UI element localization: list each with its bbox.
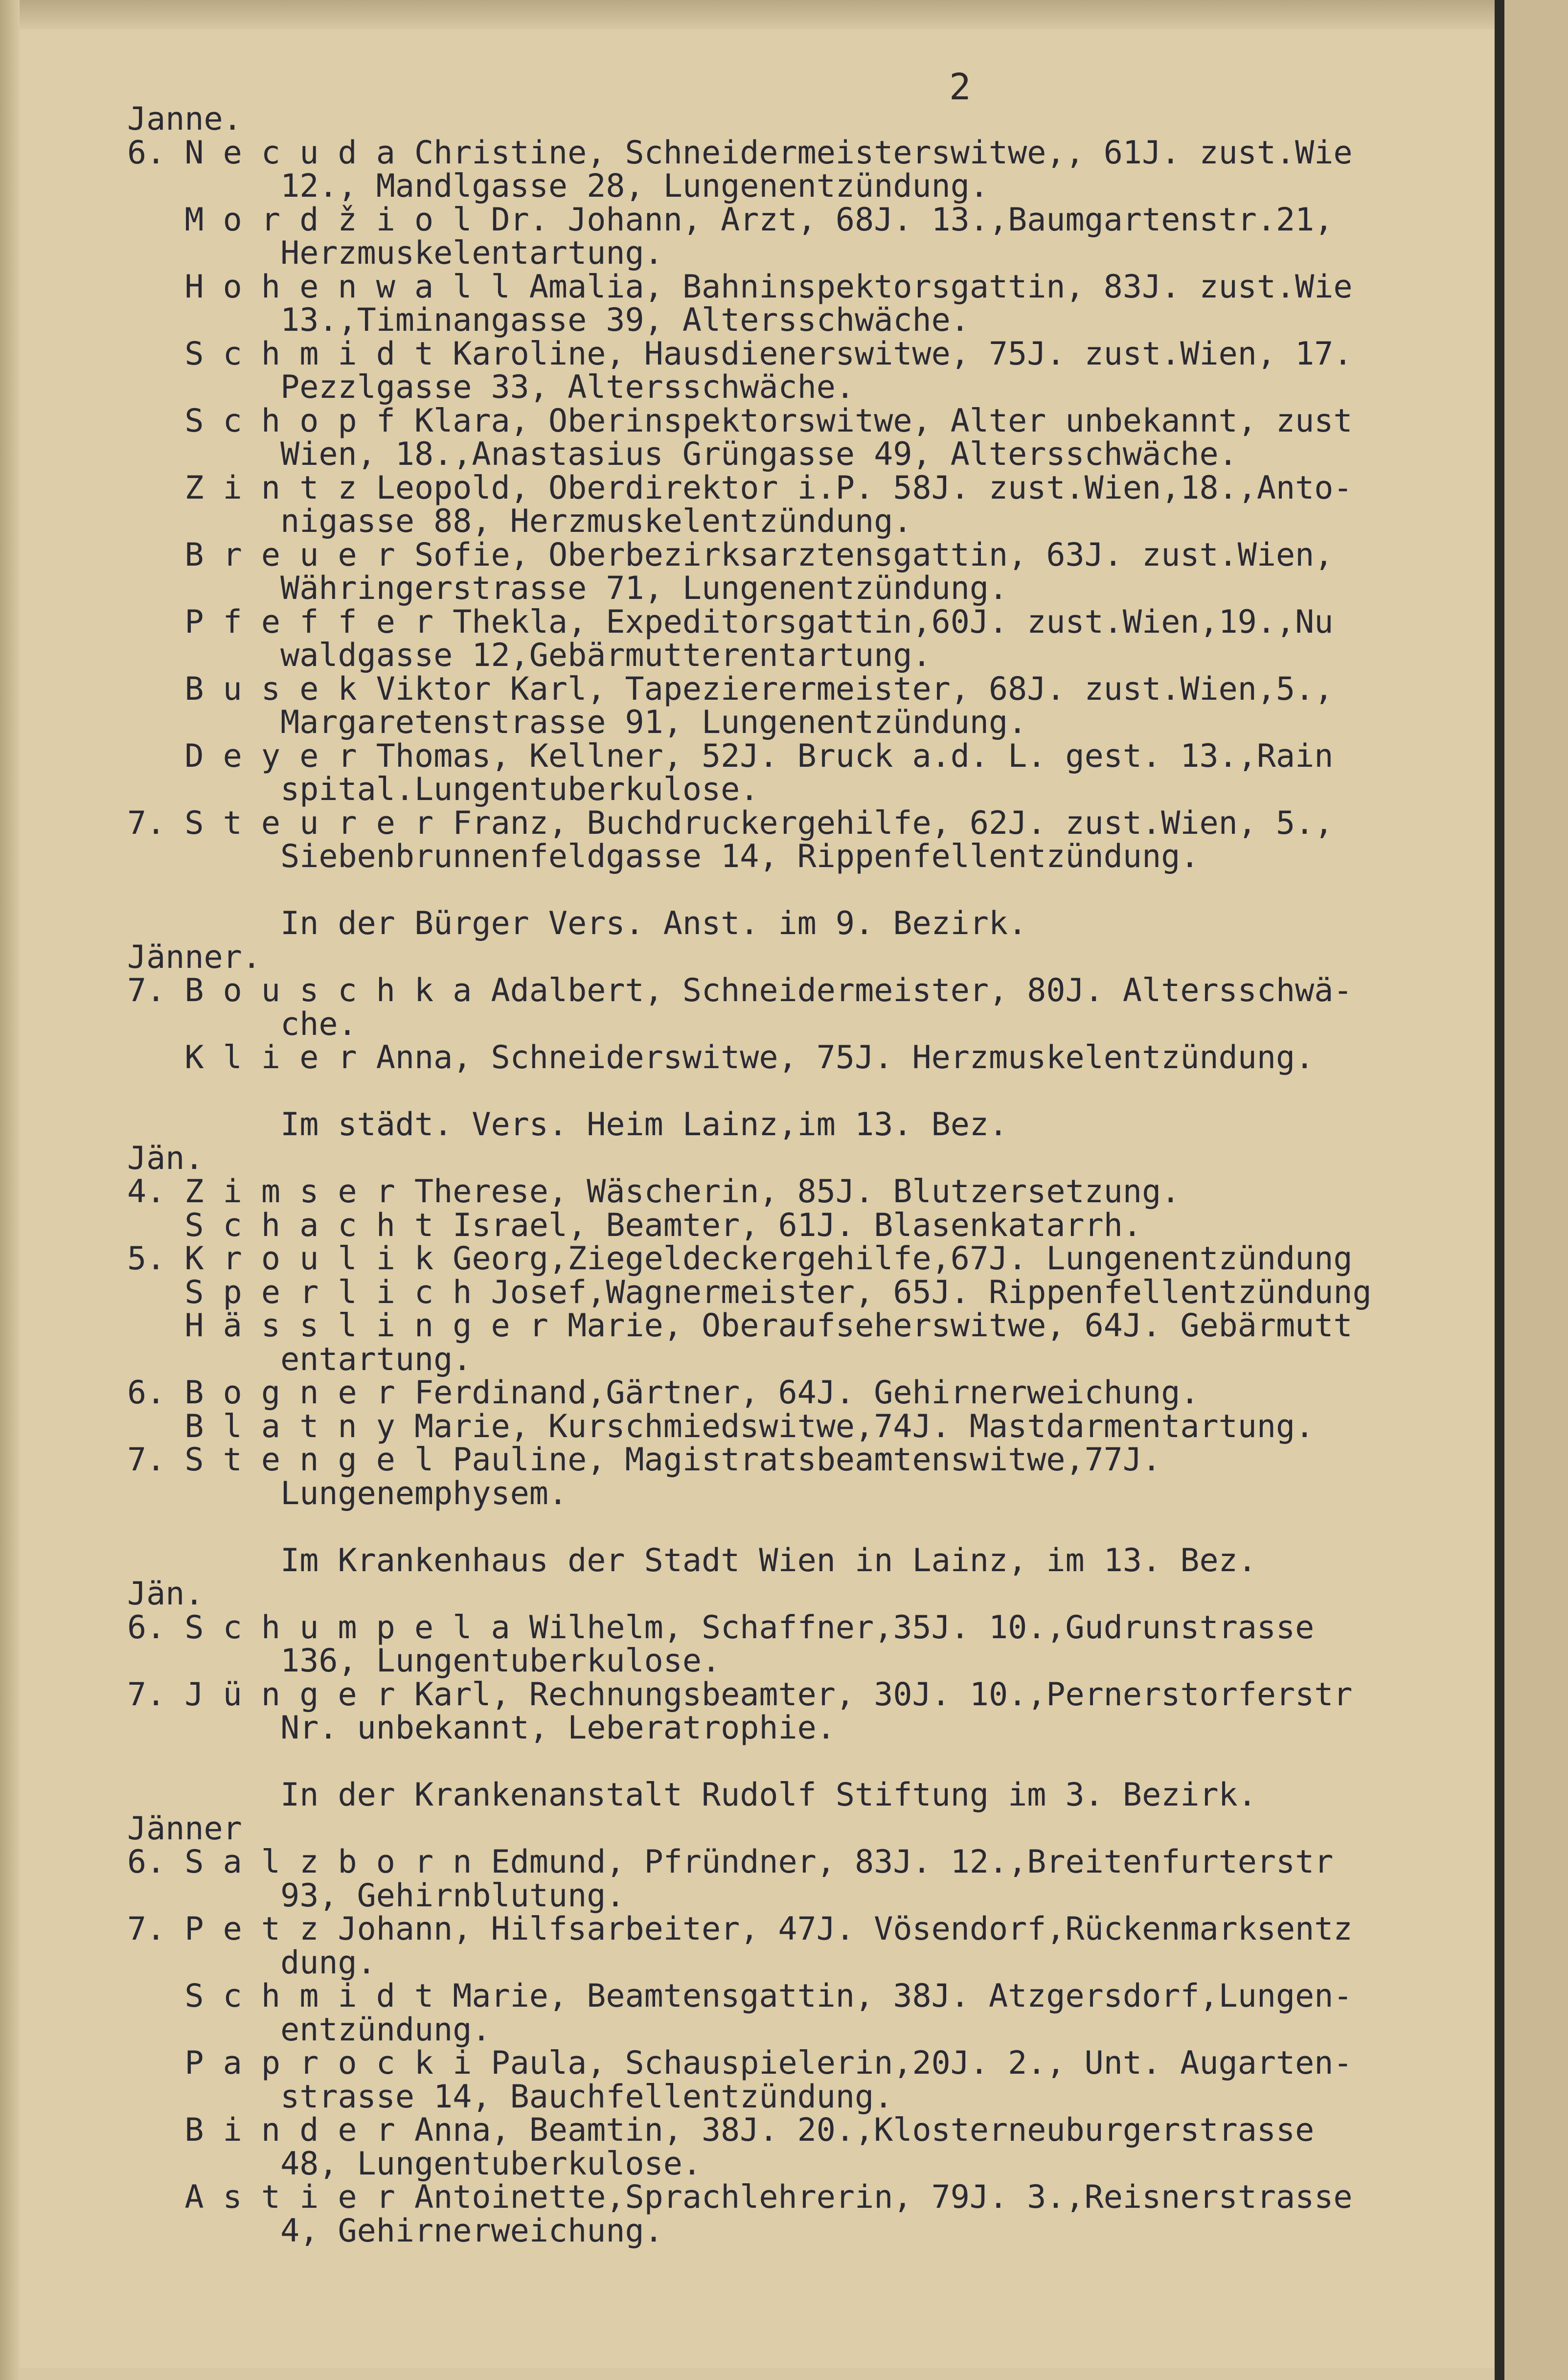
text-line: Siebenbrunnenfeldgasse 14, Rippenfellentzündung. — [127, 838, 1200, 875]
text-line: 12., Mandlgasse 28, Lungenentzündung. — [127, 168, 989, 205]
death-register-text — [127, 103, 1473, 2248]
text-line: 7. B o u s c h k a Adalbert, Schneidermeister, 80J. Altersschwä- — [127, 972, 1353, 1009]
text-line — [127, 1510, 1473, 1544]
text-line: 7. P e t z Johann, Hilfsarbeiter, 47J. Vösendorf,Rückenmarksentz — [127, 1911, 1353, 1947]
text-line — [127, 874, 1473, 908]
text-line: 136, Lungentuberkulose. — [127, 1643, 721, 1679]
text-line: Janne. — [127, 101, 242, 137]
text-line: D e y e r Thomas, Kellner, 52J. Bruck a.d. L. gest. 13.,Rain — [127, 737, 1334, 775]
next-page-edge — [1504, 0, 1568, 2380]
text-line: entartung. — [127, 1341, 472, 1378]
text-line: H o h e n w a l l Amalia, Bahninspektorsgattin, 83J. zust.Wie — [127, 268, 1353, 305]
text-line: nigasse 88, Herzmuskelentzündung. — [127, 503, 912, 540]
text-line: S c h a c h t Israel, Beamter, 61J. Blasenkatarrh. — [127, 1207, 1142, 1244]
text-line: In der Krankenanstalt Rudolf Stiftung im 3. Bezirk. — [127, 1777, 1257, 1813]
text-line — [127, 1075, 1473, 1109]
text-line: strasse 14, Bauchfellentzündung. — [127, 2078, 893, 2115]
text-line: 7. S t e u r e r Franz, Buchdruckergehilfe, 62J. zust.Wien, 5., — [127, 804, 1334, 842]
text-line: Jän. — [127, 1576, 204, 1612]
text-line: 48, Lungentuberkulose. — [127, 2145, 702, 2182]
text-line: K l i e r Anna, Schneiderswitwe, 75J. Herzmuskelentzündung. — [127, 1039, 1315, 1076]
book-binding-edge — [1495, 0, 1504, 2380]
text-line: B i n d e r Anna, Beamtin, 38J. 20.,Klosterneuburgerstrasse — [127, 2112, 1315, 2149]
text-line: 4, Gehirnerweichung. — [127, 2212, 663, 2249]
text-line: S p e r l i c h Josef,Wagnermeister, 65J. Rippenfellentzündung — [127, 1274, 1372, 1311]
text-line: S c h m i d t Marie, Beamtensgattin, 38J. Atzgersdorf,Lungen- — [127, 1978, 1353, 2014]
text-line: H ä s s l i n g e r Marie, Oberaufseherswitwe, 64J. Gebärmutt — [127, 1307, 1353, 1344]
text-line: 93, Gehirnblutung. — [127, 1877, 625, 1914]
text-line: P a p r o c k i Paula, Schauspielerin,20J. 2., Unt. Augarten- — [127, 2045, 1353, 2082]
text-line: Währingerstrasse 71, Lungenentzündung. — [127, 570, 1008, 607]
text-line: Jän. — [127, 1140, 204, 1177]
scan-top-shadow — [0, 0, 1568, 29]
text-line: Wien, 18.,Anastasius Grüngasse 49, Altersschwäche. — [127, 436, 1238, 473]
text-line — [127, 1745, 1473, 1779]
text-line: Margaretenstrasse 91, Lungenentzündung. — [127, 704, 1027, 741]
text-line: Im städt. Vers. Heim Lainz,im 13. Bez. — [127, 1106, 1008, 1143]
text-line: Jänner — [127, 1810, 242, 1847]
text-line: M o r d ž i o l Dr. Johann, Arzt, 68J. 13.,Baumgartenstr.21, — [127, 201, 1334, 238]
text-line: Pezzlgasse 33, Altersschwäche. — [127, 369, 855, 406]
page-number: 2 — [949, 66, 971, 108]
scan-left-shadow — [0, 0, 20, 2380]
text-line: spital.Lungentuberkulose. — [127, 771, 759, 808]
text-line: B r e u e r Sofie, Oberbezirksarztensgattin, 63J. zust.Wien, — [127, 536, 1334, 573]
text-line: Z i n t z Leopold, Oberdirektor i.P. 58J. zust.Wien,18.,Anto- — [127, 469, 1353, 506]
text-line: 7. J ü n g e r Karl, Rechnungsbeamter, 30J. 10.,Pernerstorferstr — [127, 1676, 1353, 1713]
text-line: 13.,Timinangasse 39, Altersschwäche. — [127, 302, 970, 339]
text-line: dung. — [127, 1944, 376, 1981]
text-line: B u s e k Viktor Karl, Tapezierermeister, 68J. zust.Wien,5., — [127, 670, 1334, 708]
text-line: waldgasse 12,Gebärmutterentartung. — [127, 637, 932, 674]
text-line: S c h o p f Klara, Oberinspektorswitwe, Alter unbekannt, zust — [127, 402, 1353, 439]
text-line: 6. S a l z b o r n Edmund, Pfründner, 83J. 12.,Breitenfurterstr — [127, 1844, 1334, 1880]
text-line: 5. K r o u l i k Georg,Ziegeldeckergehilfe,67J. Lungenentzündung — [127, 1240, 1353, 1277]
text-line: B l a t n y Marie, Kurschmiedswitwe,74J. Mastdarmentartung. — [127, 1408, 1315, 1445]
text-line: Im Krankenhaus der Stadt Wien in Lainz, im 13. Bez. — [127, 1542, 1257, 1579]
text-line: P f e f f e r Thekla, Expeditorsgattin,60J. zust.Wien,19.,Nu — [127, 603, 1334, 641]
text-line: 6. S c h u m p e l a Wilhelm, Schaffner,35J. 10.,Gudrunstrasse — [127, 1609, 1315, 1646]
text-line: Nr. unbekannt, Leberatrophie. — [127, 1710, 836, 1746]
text-line: A s t i e r Antoinette,Sprachlehrerin, 79J. 3.,Reisnerstrasse — [127, 2179, 1353, 2216]
text-line: Herzmuskelentartung. — [127, 235, 663, 272]
text-line: 4. Z i m s e r Therese, Wäscherin, 85J. Blutzersetzung. — [127, 1173, 1181, 1210]
text-line: 6. N e c u d a Christine, Schneidermeisterswitwe,, 61J. zust.Wie — [127, 134, 1353, 171]
text-line: 6. B o g n e r Ferdinand,Gärtner, 64J. Gehirnerweichung. — [127, 1374, 1200, 1411]
text-line: che. — [127, 1006, 357, 1043]
text-line: Jänner. — [127, 938, 261, 976]
text-line: 7. S t e n g e l Pauline, Magistratsbeamtenswitwe,77J. — [127, 1442, 1161, 1478]
text-line: Lungenemphysem. — [127, 1475, 568, 1512]
text-line: S c h m i d t Karoline, Hausdienerswitwe, 75J. zust.Wien, 17. — [127, 335, 1353, 372]
text-line: entzündung. — [127, 2011, 491, 2048]
text-line: In der Bürger Vers. Anst. im 9. Bezirk. — [127, 905, 1027, 942]
